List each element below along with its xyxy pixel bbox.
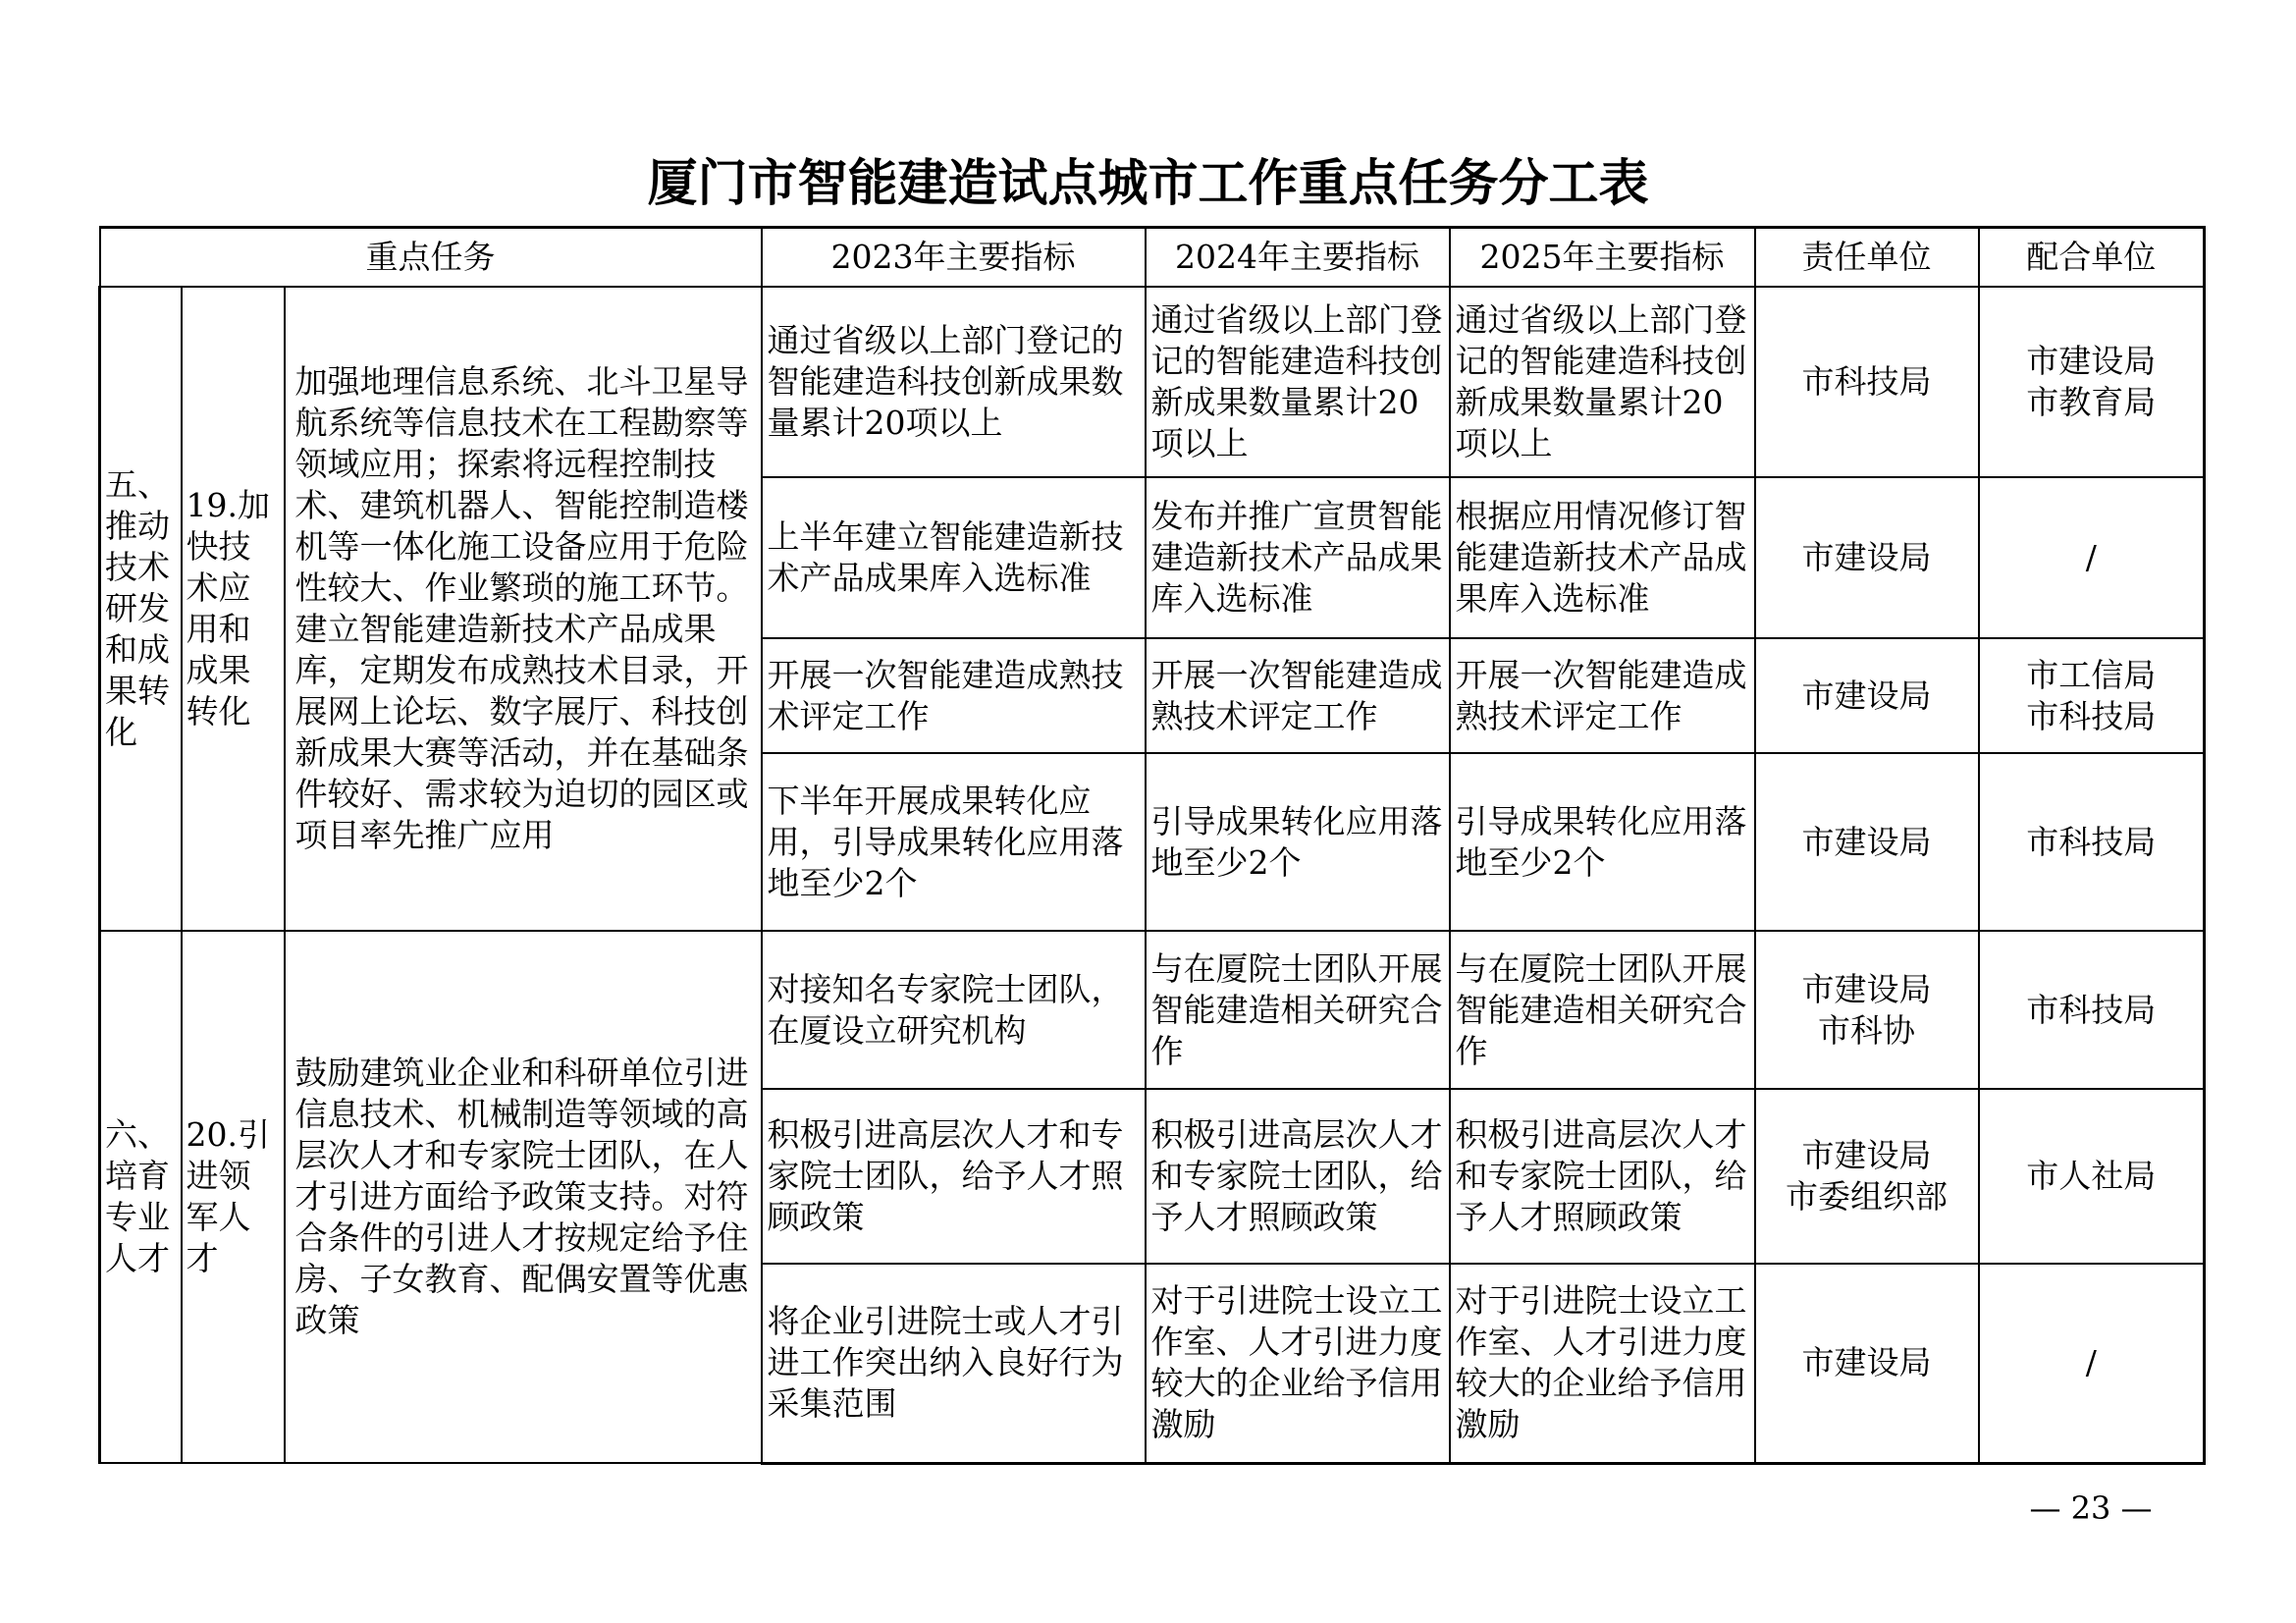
description-text: 鼓励建筑业企业和科研单位引进信息技术、机械制造等领域的高层次人才和专家院士团队，在人才引进方面给予政策支持。对符合条件的引进人才按规定给予住房、子女教育、配偶安置等优惠政策	[294, 1054, 749, 1339]
indicator-2024: 与在厦院士团队开展智能建造相关研究合作	[1150, 948, 1443, 1070]
indicator-2023: 对接知名专家院士团队，在厦设立研究机构	[767, 969, 1124, 1050]
header-support-unit: 配合单位	[1979, 228, 2205, 288]
indicator-2025: 开展一次智能建造成熟技术评定工作	[1455, 655, 1747, 735]
header-2024: 2024年主要指标	[1146, 228, 1450, 288]
indicator-2025: 与在厦院士团队开展智能建造相关研究合作	[1455, 948, 1747, 1070]
category-cell	[100, 287, 182, 931]
indicator-2024: 引导成果转化应用落地至少2个	[1150, 801, 1443, 882]
page-title: 厦门市智能建造试点城市工作重点任务分工表	[647, 155, 1649, 213]
indicator-2024: 对于引进院士设立工作室、人才引进力度较大的企业给予信用激励	[1150, 1281, 1443, 1444]
header-row	[100, 228, 2205, 288]
support-unit: 市科技局	[2026, 822, 2157, 861]
indicator-2025: 根据应用情况修订智能建造新技术产品成果库入选标准	[1455, 497, 1747, 618]
item-cell	[182, 287, 285, 931]
indicator-2025: 积极引进高层次人才和专家院士团队，给予人才照顾政策	[1455, 1115, 1747, 1236]
item-label: 20.引进领军人才	[186, 1115, 270, 1277]
support-unit: /	[2085, 1343, 2097, 1382]
item-cell	[182, 931, 285, 1463]
header-2025: 2025年主要指标	[1450, 228, 1755, 288]
indicator-2025: 通过省级以上部门登记的智能建造科技创新成果数量累计20项以上	[1455, 300, 1747, 462]
page-number: — 23 —	[2029, 1489, 2153, 1527]
lead-unit: 市建设局	[1801, 538, 1932, 576]
lead-unit: 市建设局 市委组织部	[1786, 1136, 1949, 1216]
description-cell	[285, 931, 762, 1463]
category-label: 六、培育专业人才	[105, 1115, 170, 1277]
indicator-2023: 上半年建立智能建造新技术产品成果库入选标准	[767, 517, 1124, 597]
table-row	[100, 931, 2205, 1089]
lead-unit: 市科技局	[1801, 362, 1932, 401]
lead-unit: 市建设局	[1801, 822, 1932, 861]
support-unit: /	[2085, 538, 2097, 576]
indicator-2023: 开展一次智能建造成熟技术评定工作	[767, 655, 1124, 735]
indicator-2023: 将企业引进院士或人才引进工作突出纳入良好行为采集范围	[767, 1302, 1124, 1424]
header-lead-unit: 责任单位	[1755, 228, 1979, 288]
indicator-2025: 引导成果转化应用落地至少2个	[1455, 801, 1747, 882]
support-unit: 市建设局 市教育局	[2026, 342, 2157, 421]
indicator-2024: 发布并推广宣贯智能建造新技术产品成果库入选标准	[1150, 497, 1443, 618]
table-row	[100, 287, 2205, 477]
indicator-2024: 开展一次智能建造成熟技术评定工作	[1150, 655, 1443, 735]
support-unit: 市科技局	[2026, 990, 2157, 1029]
indicator-2024: 通过省级以上部门登记的智能建造科技创新成果数量累计20项以上	[1150, 300, 1443, 462]
indicator-2023: 下半年开展成果转化应用，引导成果转化应用落地至少2个	[767, 781, 1124, 902]
indicator-2023: 通过省级以上部门登记的智能建造科技创新成果数量累计20项以上	[767, 321, 1124, 442]
indicator-2023: 积极引进高层次人才和专家院士团队，给予人才照顾政策	[767, 1115, 1124, 1236]
lead-unit: 市建设局	[1801, 1343, 1932, 1382]
description-text: 加强地理信息系统、北斗卫星导航系统等信息技术在工程勘察等领域应用；探索将远程控制技术、建筑机器人、智能控制造楼机等一体化施工设备应用于危险性较大、作业繁琐的施工环节。建立智能建造新技术产品成果库，定期发布成熟技术目录，开展网上论坛、数字展厅、科技创新成果大赛等活动，并在基础条件较好、需求较为迫切的园区或项目率先推广应用	[294, 362, 749, 854]
description-cell	[285, 287, 762, 931]
item-label: 19.加快技术应用和成果转化	[186, 486, 270, 730]
task-table	[98, 226, 2206, 1465]
support-unit: 市人社局	[2026, 1157, 2157, 1195]
header-task: 重点任务	[100, 228, 762, 288]
category-cell	[100, 931, 182, 1463]
header-2023: 2023年主要指标	[762, 228, 1146, 288]
indicator-2024: 积极引进高层次人才和专家院士团队，给予人才照顾政策	[1150, 1115, 1443, 1236]
lead-unit: 市建设局	[1801, 676, 1932, 715]
lead-unit: 市建设局 市科协	[1801, 969, 1932, 1050]
category-label: 五、推动技术研发和成果转化	[105, 465, 170, 751]
support-unit: 市工信局 市科技局	[2026, 655, 2157, 735]
indicator-2025: 对于引进院士设立工作室、人才引进力度较大的企业给予信用激励	[1455, 1281, 1747, 1444]
